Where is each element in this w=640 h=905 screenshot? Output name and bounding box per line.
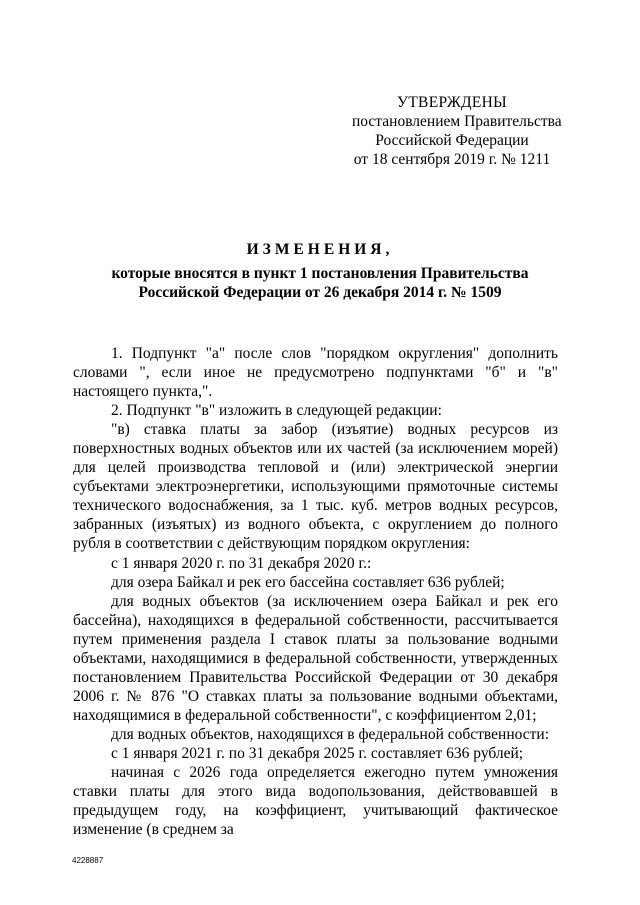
document-body — [73, 344, 558, 839]
document-number: 4228887 — [72, 856, 104, 865]
paragraph-5: для озера Байкал и рек его бассейна составляет 636 рублей; — [111, 573, 505, 591]
paragraph-8: с 1 января 2021 г. по 31 декабря 2025 г. составляет 636 рублей; — [111, 744, 524, 762]
document-title: ИЗМЕНЕНИЯ, — [246, 241, 394, 258]
subtitle-line-2: Российской Федерации от 26 декабря 2014 г. № 1509 — [138, 284, 502, 301]
subtitle-line-1: которые вносятся в пункт 1 постановления Правительства — [111, 265, 529, 282]
approval-block — [352, 93, 562, 169]
approval-line-3: от 18 сентября 2019 г. № 1211 — [353, 151, 551, 168]
approval-line-1: постановлением Правительства — [352, 113, 562, 130]
paragraph-6: для водных объектов (за исключением озера Байкал и рек его бассейна), находящихся в федеральной собственности, рассчитывается путем применения раздела I ставок платы за пользование водными объектами, находящимися в федеральной собственности, утвержденных постановлением Правительства Российской Федерации от 30 декабря 2006 г. № 876 "О ставках платы за пользование водными объектами, находящимися в федеральной собственности", с коэффициентом 2,01; — [73, 592, 558, 724]
document-subtitle — [80, 264, 560, 302]
approval-line-2: Российской Федерации — [375, 132, 529, 149]
paragraph-9: начиная с 2026 года определяется ежегодно путем умножения ставки платы для этого вида водопользования, действовавшей в предыдущем году, на коэффициент, учитывающий фактическое изменение (в среднем за — [73, 764, 558, 839]
paragraph-4: с 1 января 2020 г. по 31 декабря 2020 г.: — [111, 554, 372, 572]
approved-label: УТВЕРЖДЕНЫ — [397, 94, 507, 111]
paragraph-1: 1. Подпункт "а" после слов "порядком округления" дополнить словами ", если иное не предусмотрено подпунктами "б" и "в" настоящего пункта,". — [73, 345, 558, 401]
paragraph-7: для водных объектов, находящихся в федеральной собственности: — [111, 725, 550, 743]
paragraph-2: 2. Подпункт "в" изложить в следующей редакции: — [111, 402, 442, 420]
paragraph-3: "в) ставка платы за забор (изъятие) водных ресурсов из поверхностных водных объектов или их частей (за исключением морей) для целей производства тепловой и (или) электрической энергии субъектами электроэнергетики, использующими прямоточные системы технического водоснабжения, за 1 тыс. куб. метров водных ресурсов, забранных (изъятых) из водного объекта, с округлением до полного рубля в соответствии с действующим порядком округления: — [73, 421, 558, 553]
